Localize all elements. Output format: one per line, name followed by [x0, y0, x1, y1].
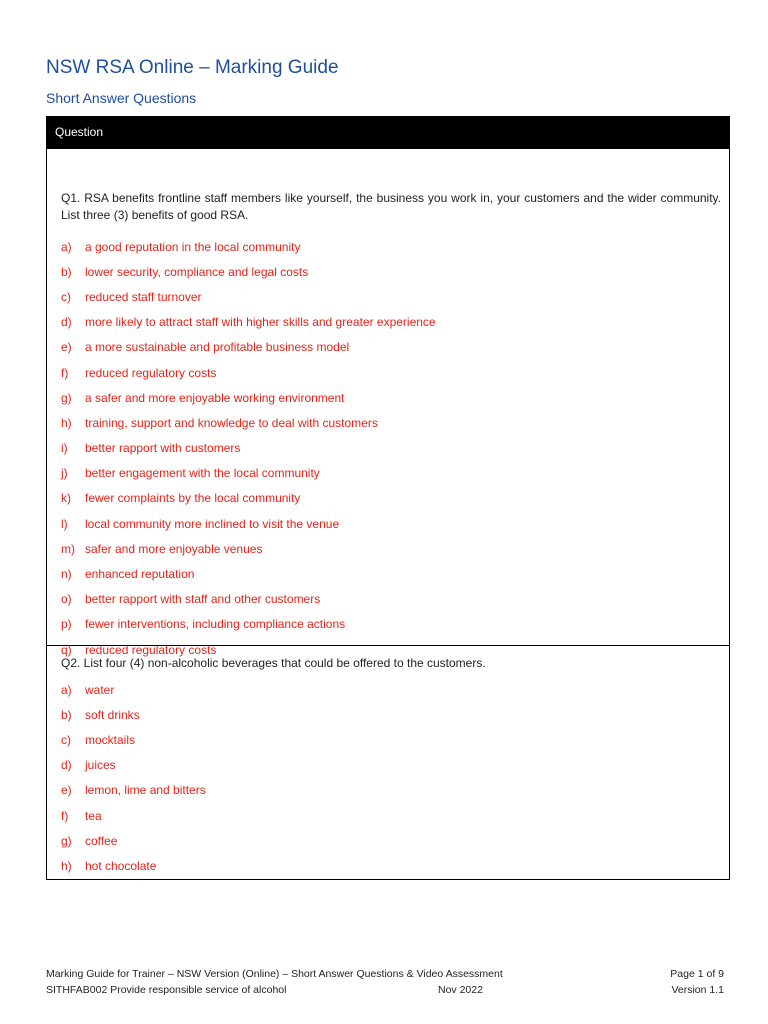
answer-text: enhanced reputation — [85, 567, 195, 582]
answer-text: tea — [85, 808, 102, 823]
answer-letter: b) — [61, 707, 72, 722]
section-subtitle: Short Answer Questions — [46, 90, 197, 106]
answer-letter: q) — [61, 642, 72, 657]
answer-text: fewer complaints by the local community — [85, 491, 301, 506]
list-item — [61, 853, 721, 878]
list-item — [61, 536, 721, 561]
answer-letter: e) — [61, 340, 72, 355]
list-item — [61, 637, 721, 662]
question-text-q1: Q1. RSA benefits frontline staff members like yourself, the business you work in, your customers and the wider community. List three (3) benefits of good RSA. — [61, 191, 721, 222]
answer-text: a safer and more enjoyable working environment — [85, 390, 345, 405]
answer-text: soft drinks — [85, 707, 140, 722]
answer-letter: f) — [61, 365, 69, 380]
question-cell-q2 — [47, 642, 729, 879]
list-item — [61, 461, 721, 486]
footer-document-name: Marking Guide for Trainer – NSW Version (Online) – Short Answer Questions & Video Assessment — [46, 968, 503, 980]
answer-letter: d) — [61, 758, 72, 773]
list-item — [61, 360, 721, 385]
answer-text: juices — [85, 758, 116, 773]
list-item — [61, 753, 721, 778]
list-item — [61, 587, 721, 612]
answer-list-q1 — [61, 234, 721, 662]
footer-date: Nov 2022 — [438, 984, 483, 996]
answer-text: coffee — [85, 833, 118, 848]
list-item — [61, 511, 721, 536]
answer-letter: k) — [61, 491, 71, 506]
list-item — [61, 259, 721, 284]
answer-text: a good reputation in the local community — [85, 239, 301, 254]
answer-text: reduced staff turnover — [85, 289, 202, 304]
answer-letter: a) — [61, 682, 72, 697]
list-item — [61, 612, 721, 637]
list-item — [61, 284, 721, 309]
answer-letter: p) — [61, 617, 72, 632]
answer-letter: n) — [61, 567, 72, 582]
answer-letter: c) — [61, 289, 71, 304]
list-item — [61, 677, 721, 702]
question-table — [46, 116, 730, 880]
list-item — [61, 335, 721, 360]
table-header: Question — [47, 117, 729, 148]
answer-letter: e) — [61, 783, 72, 798]
footer-version: Version 1.1 — [671, 984, 724, 996]
answer-letter: m) — [61, 541, 75, 556]
list-item — [61, 234, 721, 259]
answer-text: training, support and knowledge to deal with customers — [85, 415, 378, 430]
answer-letter: g) — [61, 833, 72, 848]
list-item — [61, 436, 721, 461]
list-item — [61, 410, 721, 435]
answer-letter: d) — [61, 315, 72, 330]
answer-text: better rapport with customers — [85, 441, 241, 456]
question-cell-q1 — [47, 148, 729, 657]
list-item — [61, 803, 721, 828]
answer-letter: h) — [61, 415, 72, 430]
answer-letter: b) — [61, 264, 72, 279]
answer-letter: a) — [61, 239, 72, 254]
answer-text: hot chocolate — [85, 858, 157, 873]
answer-text: safer and more enjoyable venues — [85, 541, 263, 556]
answer-letter: g) — [61, 390, 72, 405]
answer-text: fewer interventions, including compliance actions — [85, 617, 346, 632]
answer-text: lemon, lime and bitters — [85, 783, 206, 798]
question-text-q2: Q2. List four (4) non-alcoholic beverages that could be offered to the customers. — [61, 656, 486, 670]
list-item — [61, 702, 721, 727]
answer-letter: o) — [61, 592, 72, 607]
list-item — [61, 727, 721, 752]
answer-letter: i) — [61, 441, 68, 456]
answer-letter: j) — [61, 466, 68, 481]
answer-text: reduced regulatory costs — [85, 642, 217, 657]
list-item — [61, 310, 721, 335]
list-item — [61, 778, 721, 803]
footer-unit-code: SITHFAB002 Provide responsible service of alcohol — [46, 984, 287, 996]
answer-text: better engagement with the local community — [85, 466, 320, 481]
page-footer — [46, 966, 724, 998]
document-title: NSW RSA Online – Marking Guide — [46, 57, 339, 78]
answer-letter: c) — [61, 732, 71, 747]
answer-text: better rapport with staff and other customers — [85, 592, 321, 607]
list-item — [61, 828, 721, 853]
answer-letter: f) — [61, 808, 69, 823]
answer-text: lower security, compliance and legal costs — [85, 264, 309, 279]
answer-text: a more sustainable and profitable business model — [85, 340, 350, 355]
footer-page-number: Page 1 of 9 — [670, 968, 724, 980]
answer-text: mocktails — [85, 732, 136, 747]
answer-letter: h) — [61, 858, 72, 873]
answer-letter: l) — [61, 516, 68, 531]
answer-text: water — [85, 682, 115, 697]
answer-list-q2 — [61, 677, 721, 879]
list-item — [61, 385, 721, 410]
answer-text: reduced regulatory costs — [85, 365, 217, 380]
list-item — [61, 561, 721, 586]
answer-text: local community more inclined to visit the venue — [85, 516, 340, 531]
answer-text: more likely to attract staff with higher skills and greater experience — [85, 315, 436, 330]
list-item — [61, 486, 721, 511]
